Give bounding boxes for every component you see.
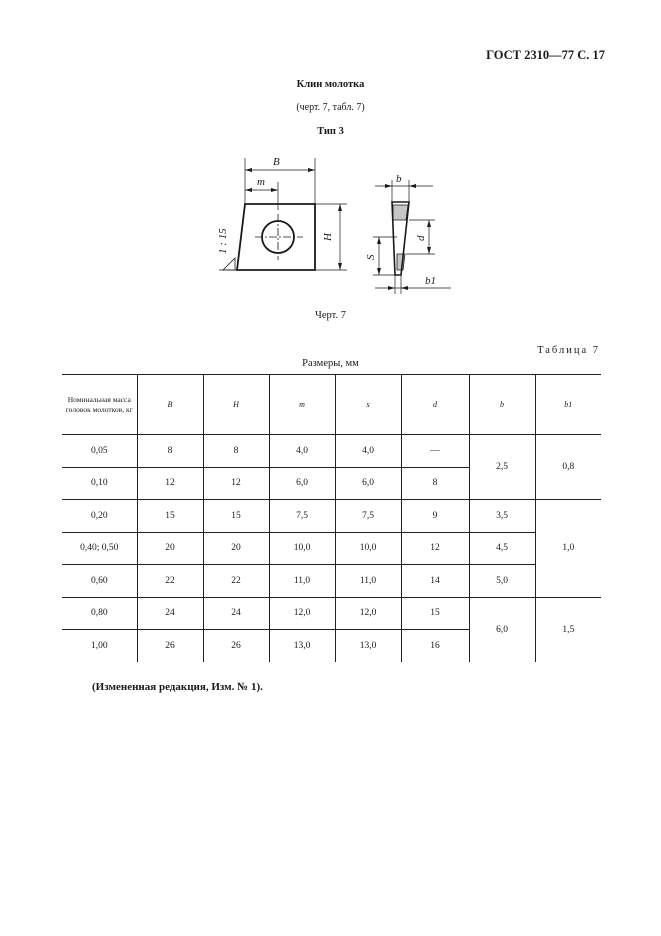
page-header: ГОСТ 2310—77 С. 17 <box>486 48 605 62</box>
units-label: Размеры, мм <box>302 358 359 369</box>
cell-m: 12,0 <box>269 597 335 630</box>
cell-B: 15 <box>137 500 203 533</box>
table-row <box>62 532 601 565</box>
col-header-d: d <box>401 375 469 435</box>
cell-b1: 1,0 <box>535 500 601 598</box>
dim-b1-label: b1 <box>425 275 436 287</box>
cell-d: 15 <box>401 597 469 630</box>
cell-H: 8 <box>203 435 269 468</box>
dim-d-label: d <box>415 235 427 241</box>
cell-H: 24 <box>203 597 269 630</box>
cell-s: 7,5 <box>335 500 401 533</box>
col-header-m: m <box>269 375 335 435</box>
cell-d: — <box>401 435 469 468</box>
cell-mass: 0,05 <box>62 435 137 468</box>
cell-d: 8 <box>401 467 469 500</box>
section-title: Клин молотка <box>296 79 365 90</box>
col-header-H: H <box>203 375 269 435</box>
cell-B: 12 <box>137 467 203 500</box>
cell-b: 3,5 <box>469 500 535 533</box>
table-row <box>62 597 601 630</box>
dimensions-table <box>62 374 601 662</box>
cell-b: 6,0 <box>469 597 535 662</box>
type-label: Тип 3 <box>317 126 344 137</box>
cell-m: 11,0 <box>269 565 335 598</box>
table-row <box>62 435 601 468</box>
cell-B: 22 <box>137 565 203 598</box>
table-label: Таблица 7 <box>537 345 600 356</box>
cell-m: 10,0 <box>269 532 335 565</box>
cell-d: 16 <box>401 630 469 662</box>
cell-s: 11,0 <box>335 565 401 598</box>
cell-B: 20 <box>137 532 203 565</box>
cell-m: 6,0 <box>269 467 335 500</box>
section-subtitle: (черт. 7, табл. 7) <box>296 102 365 113</box>
cell-s: 12,0 <box>335 597 401 630</box>
cell-s: 6,0 <box>335 467 401 500</box>
col-header-b: b <box>469 375 535 435</box>
cell-H: 20 <box>203 532 269 565</box>
cell-mass: 0,20 <box>62 500 137 533</box>
cell-H: 26 <box>203 630 269 662</box>
revision-note: (Измененная редакция, Изм. № 1). <box>92 681 263 693</box>
cell-mass: 0,40; 0,50 <box>62 532 137 565</box>
dim-s-label: S <box>365 254 377 260</box>
cell-m: 7,5 <box>269 500 335 533</box>
cell-mass: 0,80 <box>62 597 137 630</box>
col-header-b1: b1 <box>535 375 601 435</box>
dim-H-label: H <box>322 233 334 241</box>
dim-m-label: m <box>257 176 265 188</box>
cell-H: 15 <box>203 500 269 533</box>
figure-caption: Черт. 7 <box>315 310 346 321</box>
wedge-drawing <box>215 150 455 300</box>
cell-B: 24 <box>137 597 203 630</box>
cell-s: 4,0 <box>335 435 401 468</box>
cell-mass: 1,00 <box>62 630 137 662</box>
cell-B: 26 <box>137 630 203 662</box>
cell-d: 14 <box>401 565 469 598</box>
col-header-mass: Номинальная масса головок молотков, кг <box>62 375 137 435</box>
cell-b: 5,0 <box>469 565 535 598</box>
cell-d: 9 <box>401 500 469 533</box>
taper-label: 1 : 15 <box>217 228 229 254</box>
cell-b: 2,5 <box>469 435 535 500</box>
cell-b: 4,5 <box>469 532 535 565</box>
cell-B: 8 <box>137 435 203 468</box>
table-row <box>62 565 601 598</box>
cell-m: 4,0 <box>269 435 335 468</box>
cell-mass: 0,60 <box>62 565 137 598</box>
cell-H: 12 <box>203 467 269 500</box>
table-header-row <box>62 375 601 435</box>
cell-s: 10,0 <box>335 532 401 565</box>
cell-b1: 0,8 <box>535 435 601 500</box>
cell-m: 13,0 <box>269 630 335 662</box>
cell-b1: 1,5 <box>535 597 601 662</box>
cell-d: 12 <box>401 532 469 565</box>
col-header-s: s <box>335 375 401 435</box>
col-header-B: B <box>137 375 203 435</box>
cell-mass: 0,10 <box>62 467 137 500</box>
cell-H: 22 <box>203 565 269 598</box>
dim-B-label: B <box>273 156 280 168</box>
dim-b-label: b <box>396 173 402 185</box>
cell-s: 13,0 <box>335 630 401 662</box>
table-row <box>62 500 601 533</box>
